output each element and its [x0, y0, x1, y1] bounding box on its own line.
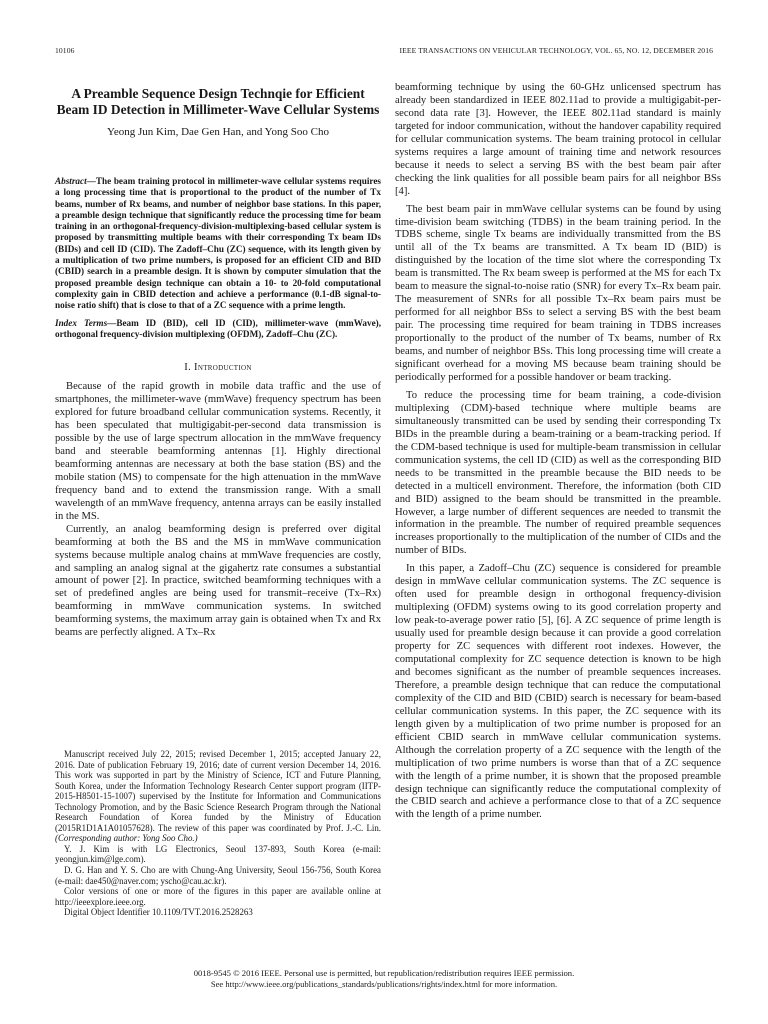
- copyright-notice: [55, 968, 713, 990]
- body-paragraph: Currently, an analog beamforming design is preferred over digital beamforming at both the BS and the MS in mmWave communication systems because multiple analog chains at mmWave frequencies are costly, and sampling an analog signal at the gigahertz rate consumes a substantial amount of power [2]. In practice, switched beamforming techniques with a set of predefined angles are being used for transmit–receive (Tx–Rx) beamforming in mmWave communication systems. In switched beamforming systems, the maximum array gain is obtained when Tx and Rx beams are perfectly aligned. A Tx–Rx: [55, 523, 381, 639]
- section-heading: I. Introduction: [184, 362, 252, 374]
- copyright-line: 0018-9545 © 2016 IEEE. Personal use is permitted, but republication/redistribution requires IEEE permission.: [193, 968, 575, 978]
- author-list: Yeong Jun Kim, Dae Gen Han, and Yong Soo Cho: [107, 126, 329, 138]
- rights-link[interactable]: See http://www.ieee.org/publications_standards/publications/rights/index.html for more information.: [210, 979, 558, 989]
- right-column: [395, 82, 721, 822]
- abstract: [55, 176, 381, 312]
- body-paragraph: Because of the rapid growth in mobile data traffic and the use of smartphones, the millimeter-wave (mmWave) frequency spectrum has been explored for future broadband cellular communication systems. Recently, it has been speculated that multigigabit-per-second data transmission is possible by the use of large spectrum allocation in the mmWave frequency band and steerable beamforming antennas [1]. Highly directional beamforming antennas are necessary at both the base station (BS) and the mobile station (MS) to compensate for the high attenuation in the mmWave frequency band and to extend the transmission range. With a small wavelength of an mmWave frequency, antenna arrays can be easily installed in the MS.: [55, 381, 381, 522]
- index-terms-text: —Beam ID (BID), cell ID (CID), millimeter-wave (mmWave), orthogonal frequency-division multiplexing (OFDM), Zadoff–Chu (ZC).: [55, 317, 381, 339]
- body-paragraph: To reduce the processing time for beam training, a code-division multiplexing (CDM)-based technique where multiple beams are simultaneously transmitted can be used by sending their corresponding Tx BIDs in the preamble during a beam-training or a beam-tracking period. If the CDM-based technique is used for multiple-beam transmission in cellular communication systems, the cell ID (CID) as well as the corresponding BID needs to be transmitted in the preamble because the BID needs to be detected in a multicell environment. Therefore, the information (both CID and BID) assigned to the beam should be transmitted in the preamble. However, a large number of different sequences are needed to transmit the information in the preamble. The number of required preamble sequences increases proportionally to the multiplication of the number of CIDs and the number of BIDs.: [395, 389, 721, 557]
- abstract-text: —The beam training protocol in millimeter-wave cellular systems requires a long processing time that is proportional to the product of the number of Tx beams, number of Rx beams, and number of neighbor base stations. In this paper, a preamble design technique that significantly reduce the processing time for beam training in an orthogonal-frequency-division-multiplexing-based cellular system is proposed by transmitting multiple beams with their corresponding Tx beam IDs (BIDs) and cell ID (CID). The Zadoff–Chu (ZC) sequence, with its length given by a multiplication of two prime numbers, is proposed for an efficient CID and BID (CBID) search in a preamble design. It is shown by computer simulation that the proposed preamble design technique can obtain a 10- to 20-fold computational complexity gain in CBID detection and achieve a performance (0.1-dB signal-to-noise ratio shift) that is close to that of a ZC sequence with a prime length.: [55, 176, 381, 311]
- running-header: [55, 46, 713, 58]
- footnote-color: Color versions of one or more of the figures in this paper are available online at http://ieeexplore.ieee.org.: [55, 886, 381, 907]
- footnote-affiliation: Y. J. Kim is with LG Electronics, Seoul 137-893, South Korea (e-mail: yeongjun.kim@lge.com).: [55, 843, 381, 865]
- paper-title: A Preamble Sequence Design Technqie for Efficient Beam ID Detection in Millimeter-Wave Cellular Systems: [56, 86, 380, 117]
- abstract-label: Abstract: [55, 176, 87, 186]
- footnote-affiliation: D. G. Han and Y. S. Cho are with Chung-Ang University, Seoul 156-756, South Korea (e-mail: dae450@naver.com; yscho@cau.ac.kr).: [55, 865, 381, 886]
- footnote-block: [55, 749, 381, 918]
- index-terms-label: Index Terms: [55, 317, 108, 328]
- footnote-received: Manuscript received July 22, 2015; revised December 1, 2015; accepted January 22, 2016. Date of publication February 19, 2016; date of current version December 14, 2016. This work was supported in part by the Ministry of Science, ICT and Future Planning, South Korea, under the Information Technology Research Center support program (IITP-2015-H8501-15-1007) supervised by the Institute for Information and Communications Technology Promotion, and by the Basic Science Research Program through the National Research Foundation of Korea funded by the Ministry of Education (2015R1D1A1A01057628). The review of this paper was coordinated by Prof. J.-C. Lin. (Corresponding author: Yong Soo Cho.): [55, 749, 381, 844]
- footnote-doi: Digital Object Identifier 10.1109/TVT.2016.2528263: [64, 907, 253, 918]
- journal-citation: IEEE TRANSACTIONS ON VEHICULAR TECHNOLOGY, VOL. 65, NO. 12, DECEMBER 2016: [399, 46, 713, 55]
- body-paragraph: The best beam pair in mmWave cellular systems can be found by using time-division beam switching (TDBS) in the beam training period. In the TDBS scheme, single Tx beams are individually transmitted from the BS until all of the Tx beams are transmitted. A Tx beam ID (BID) is distinguished by the location of the time slot where the corresponding Tx beam is transmitted. The Rx beam sweep is performed at the MS for each Tx beam to measure the signal-to-noise ratio (SNR) for every Tx–Rx beam pair. The measurement of SNRs for all possible Tx–Rx beam pairs must be performed for all neighbor BSs to select a serving BS with the best beam pair. The processing time required for beam training in TDBS increases proportionally to the product of the number of Tx beams, number of Rx beams, and number of neighbor BSs. This long processing time will create a significant overhead for a moving MS because beam training should be periodically performed for a possible handover or beam tracking.: [395, 203, 721, 383]
- left-column: [55, 78, 381, 640]
- index-terms: [55, 318, 381, 341]
- body-paragraph: In this paper, a Zadoff–Chu (ZC) sequence is considered for preamble design in mmWave cellular communication systems. The ZC sequence is often used for preamble design in orthogonal frequency-division multiplexing (OFDM) systems owing to its good correlation property and low peak-to-average power ratio [5], [6]. A ZC sequence of prime length is usually used for preamble design because it can provide a good correlation property for ZC sequences with different root indexes. However, the computational complexity for ZC sequence detection is known to be high and becomes significant as the number of preamble sequences increases. Therefore, a preamble design technique that can reduce the computational complexity of the CID and BID (CBID) search is necessary for beam-based cellular communication systems. In this paper, the ZC sequence with its length given by a multiplication of two prime number is proposed for an efficient CBID search in mmWave cellular communication systems. Although the correlation property of a ZC sequence with the length of the multiplication of two prime numbers is worse than that of a ZC sequence with the length of a prime number, it is shown that the proposed preamble design technique can significantly reduce the computational complexity of the CBID search and achieve a performance close to that of a ZC sequence with the length of a prime number.: [395, 563, 721, 821]
- corresponding-author: (Corresponding author: Yong Soo Cho.): [55, 833, 198, 844]
- page-number: 10106: [55, 46, 75, 55]
- body-paragraph: beamforming technique by using the 60-GHz unlicensed spectrum has already been standardized in IEEE 802.11ad to provide a multigigabit-per-second data rate [3]. However, the IEEE 802.11ad standard is mainly targeted for indoor communication, without the handover capability required for cellular communication systems. The beam training protocol in cellular systems requires a large amount of training time and network resources because it needs to select a serving BS with the best beam pair after checking the link qualities for all possible beam pairs for all neighbor BSs [4].: [395, 82, 721, 197]
